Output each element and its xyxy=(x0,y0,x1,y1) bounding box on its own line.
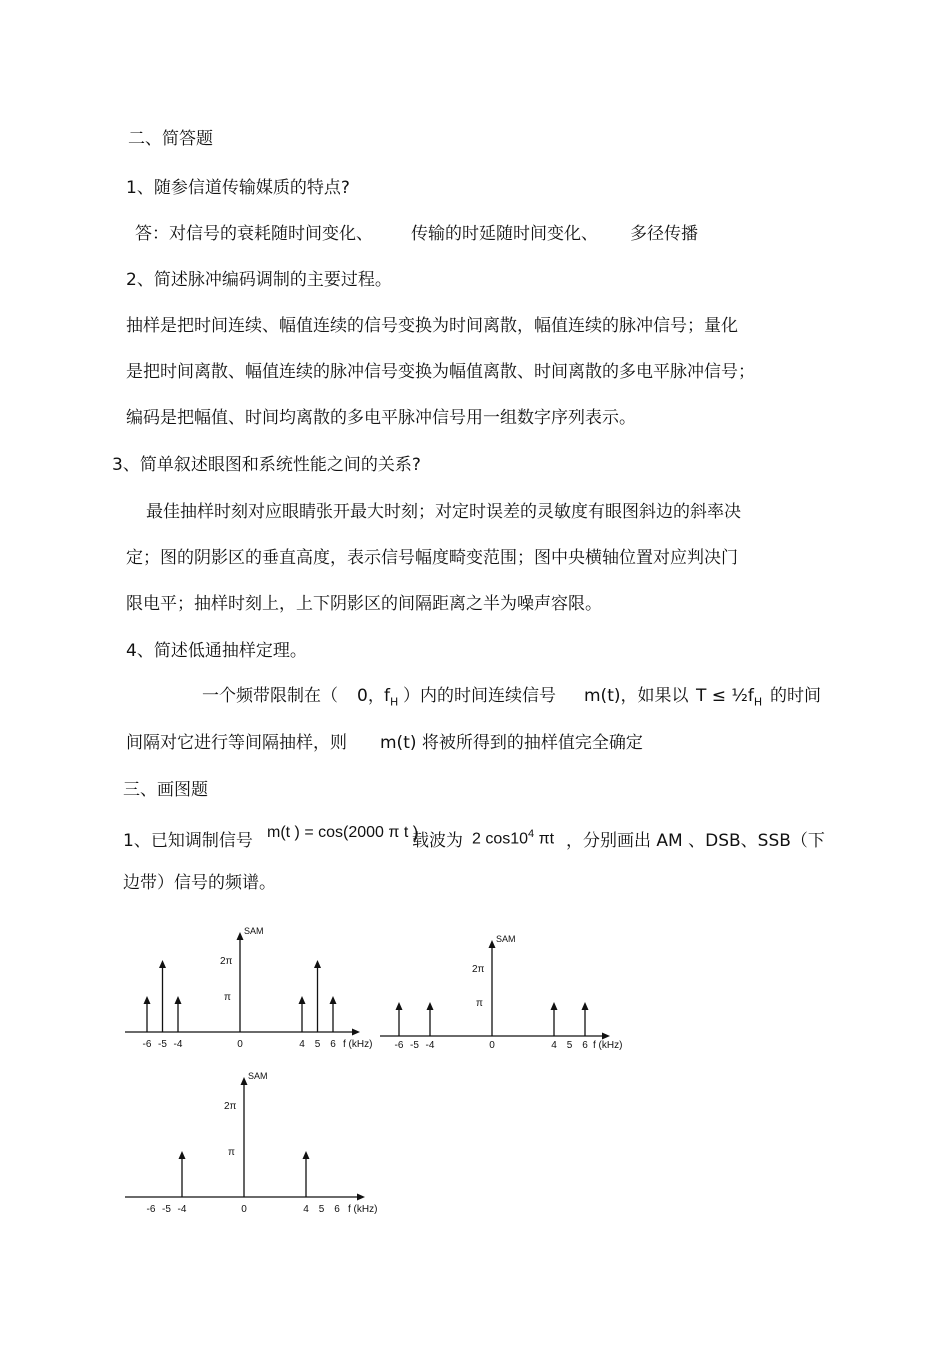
q4-line1-b: 0， xyxy=(357,686,385,706)
y-tick-pi: π xyxy=(224,992,231,1003)
impulse-1-head xyxy=(303,1151,310,1159)
impulse-2-head xyxy=(551,1002,558,1010)
q3-question: 3、简单叙述眼图和系统性能之间的关系? xyxy=(112,455,421,475)
x-tick-5: 5 xyxy=(318,1204,325,1215)
y-tick-2pi: 2π xyxy=(224,1101,237,1112)
x-tick-5: 5 xyxy=(566,1040,573,1051)
q3-line1: 最佳抽样时刻对应眼睛张开最大时刻；对定时误差的灵敏度有眼图斜边的斜率决 xyxy=(146,502,741,522)
q4-line1-e: m(t)，如果以 xyxy=(584,686,689,706)
q2-line1: 抽样是把时间连续、幅值连续的信号变换为时间离散，幅值连续的脉冲信号；量化 xyxy=(126,316,738,336)
q2-line3: 编码是把幅值、时间均离散的多电平脉冲信号用一组数字序列表示。 xyxy=(126,408,636,428)
x-axis-label: f (kHz) xyxy=(593,1040,623,1051)
x-tick-3: 0 xyxy=(241,1204,247,1215)
q4-line2-a: 间隔对它进行等间隔抽样，则 xyxy=(126,733,347,753)
x-tick-5: 5 xyxy=(314,1039,321,1050)
q3-line2: 定；图的阴影区的垂直高度，表示信号幅度畸变范围；图中央横轴位置对应判决门 xyxy=(126,548,738,568)
y-axis-label: SAM xyxy=(496,934,516,944)
q4-line2-b: m(t) 将被所得到的抽样值完全确定 xyxy=(380,733,643,753)
impulse-1-head xyxy=(159,960,166,968)
y-axis-head xyxy=(237,932,244,940)
x-axis-label: f (kHz) xyxy=(343,1039,373,1050)
q4-fh-sub: H xyxy=(753,695,763,709)
x-axis-label: f (kHz) xyxy=(348,1204,378,1215)
x-tick-1: -5 xyxy=(162,1204,171,1215)
x-tick-2: -4 xyxy=(173,1039,183,1050)
x-tick-0: -6 xyxy=(394,1040,404,1051)
q2-question: 2、简述脉冲编码调制的主要过程。 xyxy=(126,270,392,290)
x-tick-1: -5 xyxy=(410,1040,419,1051)
x-tick-2: -4 xyxy=(425,1040,435,1051)
y-tick-2pi: 2π xyxy=(472,964,485,975)
carrier-exp: 4 xyxy=(528,828,535,840)
impulse-1-head xyxy=(427,1002,434,1010)
q2-line2: 是把时间离散、幅值连续的脉冲信号变换为幅值离散、时间离散的多电平脉冲信号； xyxy=(126,362,755,382)
impulse-0-head xyxy=(144,996,151,1004)
draw-q1-mid: 载波为 xyxy=(412,831,463,851)
carrier-tail: πt xyxy=(534,830,555,848)
q4-f: f xyxy=(384,686,390,706)
impulse-3-head xyxy=(582,1002,589,1010)
q4-line1-a: 一个频带限制在（ xyxy=(202,686,338,706)
impulse-0-head xyxy=(396,1002,403,1010)
y-axis-label: SAM xyxy=(244,926,264,936)
draw-q1-suffix: ，分别画出 AM 、DSB、SSB（下 xyxy=(566,831,825,851)
q1-answer-c: 多径传播 xyxy=(630,224,698,244)
q4-question: 4、简述低通抽样定理。 xyxy=(126,641,307,661)
x-tick-0: -6 xyxy=(146,1204,156,1215)
x-axis-arrow xyxy=(602,1033,610,1040)
section3-heading: 三、画图题 xyxy=(123,780,208,800)
x-tick-6: 6 xyxy=(582,1040,588,1051)
x-tick-3: 0 xyxy=(489,1040,495,1051)
carrier-base: 2 cos10 xyxy=(472,830,529,848)
x-tick-0: -6 xyxy=(142,1039,152,1050)
x-axis-arrow xyxy=(352,1029,360,1036)
q4-f-sub: H xyxy=(390,695,399,709)
impulse-4-head xyxy=(314,960,321,968)
y-tick-2pi: 2π xyxy=(220,956,233,967)
x-tick-3: 0 xyxy=(237,1039,243,1050)
x-tick-6: 6 xyxy=(334,1204,340,1215)
x-tick-6: 6 xyxy=(330,1039,336,1050)
q1-answer: 答：对信号的衰耗随时间变化、 xyxy=(135,224,373,244)
draw-q1-prefix: 1、已知调制信号 xyxy=(123,831,253,851)
q3-line3: 限电平；抽样时刻上，上下阴影区的间隔距离之半为噪声容限。 xyxy=(126,594,602,614)
q4-line1-g: 的时间 xyxy=(770,686,821,706)
q1-answer-b: 传输的时延随时间变化、 xyxy=(411,224,598,244)
impulse-0-head xyxy=(179,1151,186,1159)
impulse-5-head xyxy=(330,996,337,1004)
impulse-3-head xyxy=(299,996,306,1004)
impulse-2-head xyxy=(175,996,182,1004)
x-axis-arrow xyxy=(357,1194,365,1201)
x-tick-4: 4 xyxy=(299,1039,305,1050)
x-tick-4: 4 xyxy=(303,1204,309,1215)
y-axis-head xyxy=(489,940,496,948)
q4-t-le: T ≤ ½f xyxy=(696,686,754,706)
y-tick-pi: π xyxy=(476,998,483,1009)
x-tick-2: -4 xyxy=(177,1204,187,1215)
x-tick-4: 4 xyxy=(551,1040,557,1051)
y-axis-label: SAM xyxy=(248,1071,268,1081)
q1-question: 1、随参信道传输媒质的特点? xyxy=(126,178,350,198)
y-axis-head xyxy=(241,1077,248,1085)
q4-line1-d: ）内的时间连续信号 xyxy=(403,686,556,706)
y-tick-pi: π xyxy=(228,1147,235,1158)
draw-q1-formula1: m(t ) = cos(2000 π t ) xyxy=(267,824,419,841)
draw-q1-line2: 边带）信号的频谱。 xyxy=(123,873,276,893)
x-tick-1: -5 xyxy=(158,1039,167,1050)
section2-heading: 二、简答题 xyxy=(128,129,213,149)
